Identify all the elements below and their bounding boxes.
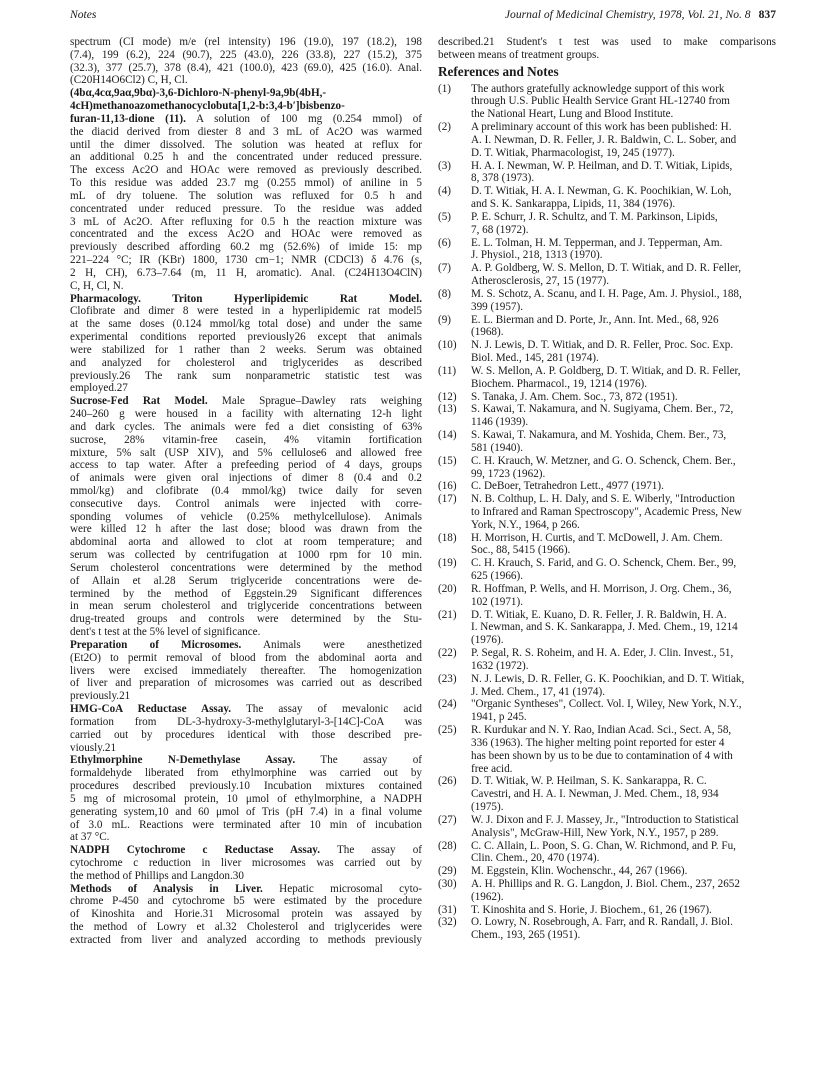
text-line: at the same doses (0.124 mmol/kg total dose) and under the same bbox=[70, 318, 422, 331]
text-line: 3 mL of Ac2O. After refluxing for 0.5 h the reaction mixture was bbox=[70, 215, 422, 228]
text-line: an additional 0.25 h and the concentrated under reduced pressure. bbox=[70, 151, 422, 164]
text-line: NADPH Cytochrome c Reductase Assay. The assay of bbox=[70, 844, 422, 857]
reference-line: (1975). bbox=[471, 801, 504, 814]
text-line: 5 mg of microsomal protein, 10 μmol of ethylmorphine, a NADPH bbox=[70, 792, 422, 805]
reference-line: Soc., 88, 5415 (1966). bbox=[471, 544, 571, 557]
text-line: previously.26 The rank sum nonparametric statistic test was bbox=[70, 369, 422, 382]
reference-line: D. T. Witiak, E. Kuano, D. R. Feller, J. R. Baldwin, H. A. bbox=[471, 608, 727, 621]
reference-line: C. H. Krauch, S. Farid, and G. O. Schenck, Chem. Ber., 99, bbox=[471, 557, 737, 570]
text-line: of Allain et al.28 Serum triglyceride concentrations were de- bbox=[70, 574, 422, 587]
reference-item bbox=[438, 211, 776, 237]
reference-line: (1968). bbox=[471, 326, 504, 339]
reference-line: E. L. Tolman, H. M. Tepperman, and J. Tepperman, Am. bbox=[471, 236, 723, 249]
reference-line: 581 (1940). bbox=[471, 441, 523, 454]
text-line: livers were excised immediately thereafter. The homogenization bbox=[70, 664, 422, 677]
text-line: serum was collected by centrifugation at 1000 rpm for 10 min. bbox=[70, 549, 422, 562]
text-line: abdominal aorta and allowed to clot at room temperature; and bbox=[70, 536, 422, 549]
reference-line: M. Eggstein, Klin. Wochenschr., 44, 267 (1966). bbox=[471, 865, 688, 878]
reference-number: (15) bbox=[438, 454, 457, 467]
reference-line: has been shown by us to be due to contamination of 4 with bbox=[471, 749, 733, 762]
reference-line: Biol. Med., 145, 281 (1974). bbox=[471, 352, 599, 365]
reference-item bbox=[438, 724, 776, 775]
text-line: and analyzed for cholesterol and triglycerides as described bbox=[70, 356, 422, 369]
text-line: of liver and preparation of microsomes was carried out as described bbox=[70, 677, 422, 690]
reference-line: 7, 68 (1972). bbox=[471, 223, 529, 236]
reference-number: (22) bbox=[438, 647, 457, 660]
reference-line: 336 (1963). The higher melting point reported for ester 4 bbox=[471, 736, 725, 749]
journal-name: Journal of Medicinal Chemistry, 1978, Vol. 21, No. 8 bbox=[504, 8, 751, 21]
reference-line: through U.S. Public Health Service Grant HL-12740 from bbox=[471, 95, 730, 108]
reference-line: I. Newman, and S. K. Sankarappa, J. Med. Chem., 19, 1214 bbox=[471, 621, 738, 634]
reference-line: The authors gratefully acknowledge support of this work bbox=[471, 82, 725, 95]
reference-item bbox=[438, 480, 776, 493]
references-heading: References and Notes bbox=[438, 63, 559, 79]
running-header bbox=[70, 8, 776, 26]
text-line: 240–260 g were housed in a facility with alternating 12-h light bbox=[70, 408, 422, 421]
reference-line: H. Morrison, H. Curtis, and T. McDowell, J. Am. Chem. bbox=[471, 531, 723, 544]
reference-number: (20) bbox=[438, 582, 457, 595]
reference-line: 99, 1723 (1962). bbox=[471, 467, 546, 480]
reference-line: D. T. Witiak, Pharmacologist, 19, 245 (1977). bbox=[471, 146, 675, 159]
reference-line: R. Hoffman, P. Wells, and H. Morrison, J. Org. Chem., 36, bbox=[471, 582, 732, 595]
reference-number: (4) bbox=[438, 185, 451, 198]
left-column bbox=[70, 36, 422, 947]
run-in-heading: furan-11,13-dione (11). bbox=[70, 112, 186, 125]
text-line: (4bα,4cα,9aα,9bα)-3,6-Dichloro-N-phenyl-9a,9b(4bH,- bbox=[70, 87, 327, 100]
reference-line: 1146 (1939). bbox=[471, 416, 529, 429]
text-line: furan-11,13-dione (11). A solution of 100 mg (0.254 mmol) of bbox=[70, 112, 422, 125]
reference-number: (8) bbox=[438, 287, 451, 300]
text-line: formation from DL-3-hydroxy-3-methylglutaryl-3-[14C]-CoA was bbox=[70, 715, 422, 728]
reference-number: (17) bbox=[438, 493, 457, 506]
reference-line: free acid. bbox=[471, 762, 513, 775]
reference-number: (32) bbox=[438, 916, 457, 929]
reference-line: P. Segal, R. S. Roheim, and H. A. Eder, J. Clin. Invest., 51, bbox=[471, 647, 734, 660]
text-line: between means of treatment groups. bbox=[438, 48, 600, 61]
text-line: procedures described previously.10 Incubation mixtures contained bbox=[70, 780, 422, 793]
reference-item bbox=[438, 237, 776, 263]
text-line: and dark cycles. The animals were fed a diet consisting of 63% bbox=[70, 420, 422, 433]
reference-line: O. Lowry, N. Rosebrough, A. Farr, and R. Randall, J. Biol. bbox=[471, 916, 733, 929]
reference-line: Biochem. Pharmacol., 19, 1214 (1976). bbox=[471, 377, 648, 390]
reference-line: "Organic Syntheses", Collect. Vol. I, Wiley, New York, N.Y., bbox=[471, 698, 742, 711]
reference-line: C. DeBoer, Tetrahedron Lett., 4977 (1971). bbox=[471, 480, 664, 493]
text-line: The excess Ac2O and HOAc were removed as previously described. bbox=[70, 164, 422, 177]
reference-line: Clin. Chem., 20, 470 (1974). bbox=[471, 852, 600, 865]
reference-item bbox=[438, 609, 776, 647]
reference-item bbox=[438, 698, 776, 724]
reference-number: (6) bbox=[438, 236, 451, 249]
reference-line: D. T. Witiak, H. A. I. Newman, G. K. Poochikian, W. Loh, bbox=[471, 185, 732, 198]
reference-item bbox=[438, 916, 776, 942]
text-line: of animals were given oral injections of dimer 8 (0.4 and 0.2 bbox=[70, 472, 422, 485]
reference-number: (28) bbox=[438, 839, 457, 852]
reference-item bbox=[438, 403, 776, 429]
text-line: To this residue was added 23.7 mg (0.255 mmol) of aniline in 5 bbox=[70, 177, 422, 190]
reference-number: (29) bbox=[438, 865, 457, 878]
reference-line: H. A. I. Newman, W. P. Heilman, and D. T. Witiak, Lipids, bbox=[471, 159, 733, 172]
reference-number: (23) bbox=[438, 672, 457, 685]
reference-item bbox=[438, 121, 776, 159]
reference-number: (26) bbox=[438, 775, 457, 788]
text-line: Clofibrate and dimer 8 were tested in a hyperlipidemic rat model5 bbox=[70, 305, 422, 318]
reference-item bbox=[438, 83, 776, 121]
reference-number: (24) bbox=[438, 698, 457, 711]
text-line: 221–224 °C; IR (KBr) 1800, 1730 cm−1; NMR (CDCl3) δ 4.76 (s, bbox=[70, 254, 422, 267]
reference-line: R. Kurdukar and N. Y. Rao, Indian Acad. Sci., Sect. A, 58, bbox=[471, 724, 732, 737]
reference-number: (31) bbox=[438, 903, 457, 916]
text-line: mixture, 5% salt (USP XIV), and 5% cellulose6 and allowed free bbox=[70, 446, 422, 459]
text-line: consecutive days. Control animals were injected with corre- bbox=[70, 497, 422, 510]
reference-line: J. Physiol., 218, 1313 (1970). bbox=[471, 249, 603, 262]
text-line: concentrated and the excess Ac2O and HOAc were removed as bbox=[70, 228, 422, 241]
text-line: generating system,10 and 60 μmol of Tris (pH 7.4) in a final volume bbox=[70, 805, 422, 818]
text-line: HMG-CoA Reductase Assay. The assay of mevalonic acid bbox=[70, 703, 422, 716]
reference-item bbox=[438, 814, 776, 840]
text-line: C, H, Cl, N. bbox=[70, 279, 124, 292]
reference-item bbox=[438, 865, 776, 878]
references-list bbox=[438, 83, 776, 942]
page-number: 837 bbox=[758, 8, 776, 21]
text-line: in mean serum cholesterol and triglyceride concentrations between bbox=[70, 600, 422, 613]
reference-line: to Infrared and Raman Spectroscopy", Academic Press, New bbox=[471, 505, 742, 518]
reference-line: 1941, p 245. bbox=[471, 711, 527, 724]
text-line: the method of Phillips and Langdon.30 bbox=[70, 869, 244, 882]
reference-line: J. Med. Chem., 17, 41 (1974). bbox=[471, 685, 605, 698]
text-line: mmol/kg) and clofibrate (0.4 mmol/kg) twice daily for seven bbox=[70, 484, 422, 497]
reference-line: Chem., 193, 265 (1951). bbox=[471, 929, 581, 942]
text-line: (C20H14O6Cl2) C, H, Cl. bbox=[70, 74, 188, 87]
reference-line: C. H. Krauch, W. Metzner, and G. O. Schenck, Chem. Ber., bbox=[471, 454, 736, 467]
reference-line: S. Kawai, T. Nakamura, and N. Sugiyama, Chem. Ber., 72, bbox=[471, 403, 734, 416]
reference-line: Atherosclerosis, 27, 15 (1977). bbox=[471, 275, 609, 288]
run-in-heading: Methods of Analysis in Liver. bbox=[70, 882, 263, 895]
reference-line: W. J. Dixon and F. J. Massey, Jr., "Introduction to Statistical bbox=[471, 813, 739, 826]
reference-number: (27) bbox=[438, 813, 457, 826]
text-line: termined by the method of Eggstein.29 Significant differences bbox=[70, 587, 422, 600]
text-line: at 37 °C. bbox=[70, 831, 110, 844]
reference-item bbox=[438, 583, 776, 609]
reference-line: 1632 (1972). bbox=[471, 659, 529, 672]
reference-line: 625 (1966). bbox=[471, 570, 523, 583]
reference-number: (7) bbox=[438, 262, 451, 275]
journal-citation bbox=[505, 8, 776, 21]
reference-line: 8, 378 (1973). bbox=[471, 172, 535, 185]
reference-line: the National Heart, Lung and Blood Institute. bbox=[471, 108, 674, 121]
reference-number: (11) bbox=[438, 364, 457, 377]
reference-line: (1962). bbox=[471, 890, 504, 903]
reference-item bbox=[438, 904, 776, 917]
text-line: concentrated under reduced pressure. To the residue was added bbox=[70, 202, 422, 215]
text-line: experimental conditions reported previously26 except that animals bbox=[70, 331, 422, 344]
reference-item bbox=[438, 314, 776, 340]
right-intro-text bbox=[438, 36, 776, 62]
run-in-heading: HMG-CoA Reductase Assay. bbox=[70, 703, 232, 716]
right-column bbox=[438, 36, 776, 942]
reference-item bbox=[438, 160, 776, 186]
reference-line: P. E. Schurr, J. R. Schultz, and T. M. Parkinson, Lipids, bbox=[471, 210, 718, 223]
reference-number: (25) bbox=[438, 724, 457, 737]
text-line: mL of dry toluene. The solution was refluxed for 0.5 h and bbox=[70, 189, 422, 202]
reference-line: N. B. Colthup, L. H. Daly, and S. E. Wiberly, "Introduction bbox=[471, 493, 735, 506]
text-line: 4cH)methanoazomethanocyclobuta[1,2-b:3,4-b′]bisbenzo- bbox=[70, 100, 345, 113]
text-line: (32.3), 377 (25.7), 378 (8.4), 421 (100.0), 423 (69.0), 425 (16.0). Anal. bbox=[70, 61, 422, 74]
text-line: dent's t test at the 5% level of significance. bbox=[70, 626, 261, 639]
reference-line: D. T. Witiak, W. P. Heilman, S. K. Sankarappa, R. C. bbox=[471, 775, 707, 788]
text-line: Pharmacology. Triton Hyperlipidemic Rat Model. bbox=[70, 292, 422, 305]
text-line: employed.27 bbox=[70, 382, 128, 395]
reference-line: S. Tanaka, J. Am. Chem. Soc., 73, 872 (1951). bbox=[471, 390, 678, 403]
text-line: of 3.0 mL. Reactions were terminated after 10 min of incubation bbox=[70, 818, 422, 831]
reference-number: (19) bbox=[438, 557, 457, 570]
text-line: 2 H, CH), 6.73–7.64 (m, 11 H, aromatic). Anal. (C24H13O4ClN) bbox=[70, 266, 422, 279]
text-line: described.21 Student's t test was used to make comparisons bbox=[438, 36, 776, 48]
reference-item bbox=[438, 557, 776, 583]
reference-line: E. L. Bierman and D. Porte, Jr., Ann. Int. Med., 68, 926 bbox=[471, 313, 719, 326]
text-line: formaldehyde liberated from ethylmorphine was carried out by bbox=[70, 767, 422, 780]
reference-item bbox=[438, 775, 776, 813]
text-line: of Kinoshita and Horie.31 Microsomal protein was assayed by bbox=[70, 908, 422, 921]
text-line: were stabilized for 1 rather than 2 weeks. Serum was obtained bbox=[70, 343, 422, 356]
reference-line: A. P. Goldberg, W. S. Mellon, D. T. Witiak, and D. R. Feller, bbox=[471, 262, 741, 275]
reference-item bbox=[438, 493, 776, 531]
text-line: Methods of Analysis in Liver. Hepatic microsomal cyto- bbox=[70, 882, 422, 895]
reference-item bbox=[438, 878, 776, 904]
text-line: chrome P-450 and cytochrome b5 were estimated by the procedure bbox=[70, 895, 422, 908]
reference-item bbox=[438, 647, 776, 673]
text-line: spectrum (CI mode) m/e (rel intensity) 196 (19.0), 197 (18.2), 198 bbox=[70, 36, 422, 48]
text-line: Ethylmorphine N-Demethylase Assay. The assay of bbox=[70, 754, 422, 767]
reference-line: A preliminary account of this work has been published: H. bbox=[471, 121, 732, 134]
reference-number: (1) bbox=[438, 82, 451, 95]
reference-line: N. J. Lewis, D. T. Witiak, and D. R. Feller, Proc. Soc. Exp. bbox=[471, 339, 734, 352]
text-line: drug-treated groups and controls were determined by the Stu- bbox=[70, 613, 422, 626]
reference-item bbox=[438, 288, 776, 314]
reference-number: (9) bbox=[438, 313, 451, 326]
text-line: access to tap water. After a prefeeding period of 4 days, groups bbox=[70, 459, 422, 472]
text-line: carried out by procedures identical with those described pre- bbox=[70, 728, 422, 741]
reference-item bbox=[438, 365, 776, 391]
reference-number: (3) bbox=[438, 159, 451, 172]
reference-item bbox=[438, 429, 776, 455]
reference-number: (5) bbox=[438, 210, 451, 223]
text-line: Sucrose-Fed Rat Model. Male Sprague–Dawley rats weighing bbox=[70, 395, 422, 408]
reference-line: Analysis", McGraw-Hill, New York, N.Y., 1957, p 289. bbox=[471, 826, 719, 839]
run-in-heading: Sucrose-Fed Rat Model. bbox=[70, 395, 208, 408]
reference-line: York, N.Y., 1964, p 266. bbox=[471, 518, 580, 531]
reference-number: (2) bbox=[438, 121, 451, 134]
reference-item bbox=[438, 262, 776, 288]
reference-number: (14) bbox=[438, 429, 457, 442]
text-line: extracted from liver and analyzed according to methods previously bbox=[70, 933, 422, 946]
reference-line: Cavestri, and H. A. I. Newman, J. Med. Chem., 18, 934 bbox=[471, 788, 719, 801]
text-line: previously.21 bbox=[70, 690, 131, 703]
reference-line: 102 (1971). bbox=[471, 595, 523, 608]
reference-line: (1976). bbox=[471, 634, 504, 647]
section-label: Notes bbox=[70, 8, 97, 21]
text-line: sucrose, 28% vitamin-free casein, 4% vitamin fortification bbox=[70, 433, 422, 446]
text-line: sponding volumes of vehicle (0.25% methylcellulose). Animals bbox=[70, 510, 422, 523]
reference-item bbox=[438, 840, 776, 866]
reference-number: (16) bbox=[438, 480, 457, 493]
reference-item bbox=[438, 532, 776, 558]
reference-line: A. H. Phillips and R. G. Langdon, J. Biol. Chem., 237, 2652 bbox=[471, 878, 740, 890]
reference-item bbox=[438, 455, 776, 481]
text-line: previously described affording 60.2 mg (52.6%) of imide 15: mp bbox=[70, 241, 422, 254]
run-in-heading: Preparation of Microsomes. bbox=[70, 638, 242, 651]
text-line: the diacid derived from diester 8 and 3 mL of Ac2O was warmed bbox=[70, 125, 422, 138]
text-line: cytochrome c reduction in liver microsomes was carried out by bbox=[70, 857, 422, 869]
reference-item bbox=[438, 185, 776, 211]
reference-item bbox=[438, 339, 776, 365]
reference-line: A. I. Newman, D. R. Feller, J. R. Baldwin, C. L. Sober, and bbox=[471, 133, 737, 146]
text-line: (Et2O) to permit removal of blood from the abdominal aorta and bbox=[70, 651, 422, 664]
reference-item bbox=[438, 391, 776, 404]
run-in-heading: NADPH Cytochrome c Reductase Assay. bbox=[70, 844, 321, 857]
reference-line: N. J. Lewis, D. R. Feller, G. K. Poochikian, and D. T. Witiak, bbox=[471, 672, 745, 685]
reference-item bbox=[438, 673, 776, 699]
text-line: the method of Lowry et al.32 Cholesterol and triglycerides were bbox=[70, 921, 422, 934]
reference-number: (18) bbox=[438, 531, 457, 544]
reference-line: 399 (1957). bbox=[471, 300, 523, 313]
text-line: viously.21 bbox=[70, 741, 117, 754]
reference-line: and S. K. Sankarappa, Lipids, 11, 384 (1976). bbox=[471, 198, 676, 211]
text-line: Serum cholesterol concentrations were determined by the method bbox=[70, 561, 422, 574]
reference-line: M. S. Schotz, A. Scanu, and I. H. Page, Am. J. Physiol., 188, bbox=[471, 287, 742, 300]
reference-number: (13) bbox=[438, 403, 457, 416]
reference-line: C. C. Allain, L. Poon, S. G. Chan, W. Richmond, and P. Fu, bbox=[471, 839, 736, 852]
reference-line: W. S. Mellon, A. P. Goldberg, D. T. Witiak, and D. R. Feller, bbox=[471, 364, 741, 377]
reference-number: (10) bbox=[438, 339, 457, 352]
text-line: were killed 12 h after the last dose; blood was drawn from the bbox=[70, 523, 422, 536]
text-line: until the dimer dissolved. The solution was heated at reflux for bbox=[70, 138, 422, 151]
run-in-heading: Ethylmorphine N-Demethylase Assay. bbox=[70, 754, 296, 767]
reference-number: (30) bbox=[438, 878, 457, 890]
reference-number: (21) bbox=[438, 608, 457, 621]
reference-line: T. Kinoshita and S. Horie, J. Biochem., 61, 26 (1967). bbox=[471, 903, 712, 916]
reference-number: (12) bbox=[438, 390, 457, 403]
text-line: Preparation of Microsomes. Animals were anesthetized bbox=[70, 638, 422, 651]
text-line: (7.4), 199 (6.2), 224 (90.7), 225 (43.0), 226 (33.8), 227 (15.2), 375 bbox=[70, 48, 422, 61]
reference-line: S. Kawai, T. Nakamura, and M. Yoshida, Chem. Ber., 73, bbox=[471, 429, 727, 442]
